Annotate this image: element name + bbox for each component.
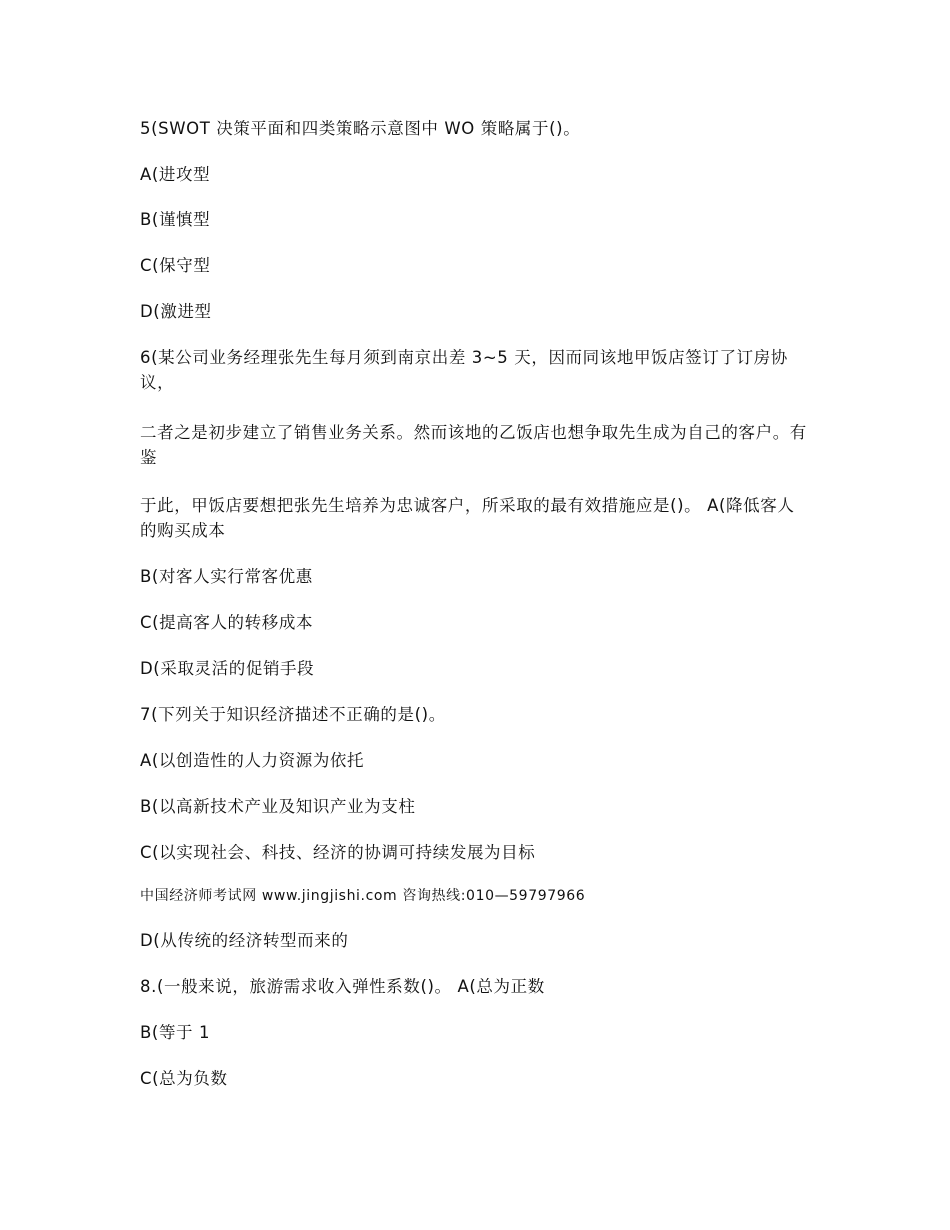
question-6-stem-part-3: 于此，甲饭店要想把张先生培养为忠诚客户，所采取的最有效措施应是()。 A(降低客人的购买成本: [140, 496, 795, 540]
question-6-option-c: C(提高客人的转移成本: [140, 613, 314, 632]
question-5-option-d: D(激进型: [140, 302, 212, 321]
question-5-option-b: B(谨慎型: [140, 210, 211, 229]
question-7-option-a: A(以创造性的人力资源为依托: [140, 751, 365, 770]
question-6-stem-part-1: 6(某公司业务经理张先生每月须到南京出差 3~5 天，因而同该地甲饭店签订了订房协议，: [140, 348, 788, 392]
question-6-stem-part-2: 二者之是初步建立了销售业务关系。然而该地的乙饭店也想争取先生成为自己的客户。有鉴: [140, 423, 807, 467]
question-5-option-a: A(进攻型: [140, 165, 211, 184]
question-7-option-c: C(以实现社会、科技、经济的协调可持续发展为目标: [140, 843, 536, 862]
website-footer-note: 中国经济师考试网 www.jingjishi.com 咨询热线:010—59797966: [140, 888, 586, 904]
question-8-option-b: B(等于 1: [140, 1023, 211, 1042]
question-7-stem: 7(下列关于知识经济描述不正确的是()。: [140, 705, 446, 724]
question-8-stem: 8.(一般来说，旅游需求收入弹性系数()。 A(总为正数: [140, 977, 545, 996]
question-7-option-b: B(以高新技术产业及知识产业为支柱: [140, 797, 416, 816]
question-7-option-d: D(从传统的经济转型而来的: [140, 931, 349, 950]
question-6-option-b: B(对客人实行常客优惠: [140, 567, 313, 586]
question-5-option-c: C(保守型: [140, 256, 211, 275]
question-8-option-c: C(总为负数: [140, 1069, 228, 1088]
question-5-stem: 5(SWOT 决策平面和四类策略示意图中 WO 策略属于()。: [140, 119, 581, 138]
question-6-option-d: D(采取灵活的促销手段: [140, 659, 315, 678]
